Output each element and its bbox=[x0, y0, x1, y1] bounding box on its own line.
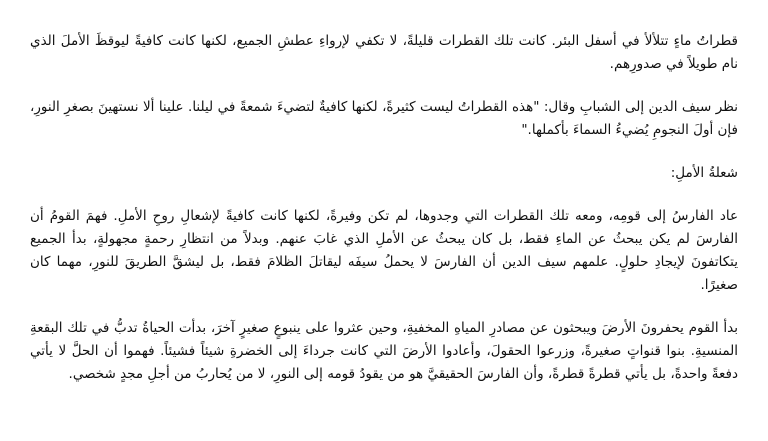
section-heading-flame-of-hope: شعلةُ الأملِ: bbox=[670, 165, 738, 181]
paragraph-saif-speech: نظر سيف الدين إلى الشبابِ وقال: "هذه القطراتُ ليست كثيرةً، لكنها كافيةٌ لتضيءَ شمعةً في ليلنا. علينا ألا نستهينَ بصغرِ النورِ، فإن أولَ النجومِ يُضيءُ السماءَ بأكملها." bbox=[30, 99, 738, 138]
paragraph-people-dig: بدأ القوم يحفرونَ الأرضَ ويبحثون عن مصادرِ المياهِ المخفيةِ، وحين عثروا على ينبوعٍ صغيرٍ آخرَ، بدأت الحياةُ تدبُّ في تلك البقعةِ المنسيةِ. بنوا قنواتٍ صغيرةً، وزرعوا الحقولَ، وأعادوا الأرضَ التي كانت جرداءَ إلى الخضرةِ شيئاً فشيئاً. فهموا أن الحلَّ لا يأتي دفعةً واحدةً، بل يأتي قطرةً قطرةً، وأن الفارسَ الحقيقيَّ هو من يقودُ قومه إلى النورِ، لا من يُحاربُ من أجلِ مجدٍ شخصي. bbox=[30, 320, 738, 382]
paragraph-drops: قطراتُ ماءٍ تتلألأ في أسفل البئر. كانت تلك القطرات قليلةً، لا تكفي لإرواءِ عطشِ الجميع، لكنها كانت كافيةً ليوقظَ الأملَ الذي نام طويلاً في صدورِهم. bbox=[30, 33, 738, 72]
paragraph-knight-returns: عاد الفارسُ إلى قومِه، ومعه تلك القطرات التي وجدوها، لم تكن وفيرةً، لكنها كانت كافيةً لإشعالِ روحِ الأملِ. فهمَ القومُ أن الفارسَ لم يكن يبحثُ عن الماءِ فقط، بل كان يبحثُ عن الأملِ الذي غابَ عنهم. وبدلاً من انتظارِ رحمةٍ مجهولةٍ، بدأ الجميع يتكاتفونَ لإيجادِ حلولٍ. علمهم سيف الدين أن الفارسَ لا يحملُ سيفَه ليقاتلَ الظلامَ فقط، بل ليشقَّ الطريقَ للنورِ، مهما كان صغيرًا. bbox=[30, 208, 738, 293]
